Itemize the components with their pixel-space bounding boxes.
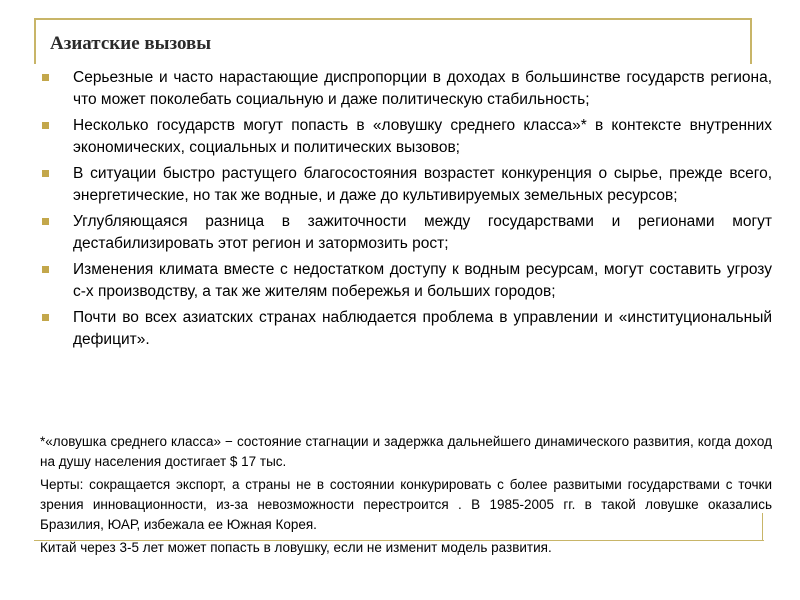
footnote-features: Черты: сокращается экспорт, а страны не в состоянии конкурировать с более развитыми государствами с точки зрения инновационности, из-за невозможности перестроится . В 1985-2005 гг. в такой ловушке оказались Бразилия, ЮАР, избежала ее Южная Корея. (40, 477, 772, 532)
bullet-item (40, 115, 772, 158)
square-bullet-icon (42, 122, 49, 129)
frame-left-rule (34, 18, 36, 64)
footnote-definition: *«ловушка среднего класса» − состояние стагнации и задержка дальнейшего динамического развития, когда доход на душу населения достигает $ 17 тыс. (40, 434, 772, 469)
square-bullet-icon (42, 74, 49, 81)
bullet-item (40, 211, 772, 254)
bullet-text: Серьезные и часто нарастающие диспропорции в доходах в большинстве государств региона, что может поколебать социальную и даже политическую стабильность; (73, 69, 772, 108)
square-bullet-icon (42, 170, 49, 177)
footnotes (40, 432, 772, 561)
bullet-text: Несколько государств могут попасть в «ловушку среднего класса»* в контексте внутренних экономических, социальных и политических вызовов; (73, 117, 772, 156)
bullet-list (40, 67, 772, 355)
bullet-item (40, 67, 772, 110)
frame-right-rule (750, 18, 752, 64)
bullet-text: Почти во всех азиатских странах наблюдается проблема в управлении и «институциональный дефицит». (73, 309, 772, 348)
frame-top-rule (34, 18, 752, 20)
bullet-item (40, 307, 772, 350)
slide-title: Азиатские вызовы (50, 33, 212, 54)
bullet-text: Изменения климата вместе с недостатком доступу к водным ресурсам, могут составить угрозу с-х производству, а так же жителям побережья и больших городов; (73, 261, 772, 300)
bullet-item (40, 259, 772, 302)
square-bullet-icon (42, 266, 49, 273)
square-bullet-icon (42, 218, 49, 225)
square-bullet-icon (42, 314, 49, 321)
bullet-text: В ситуации быстро растущего благосостояния возрастет конкуренция о сырье, прежде всего, энергетические, но так же водные, и даже до культивируемых земельных ресурсов; (73, 165, 772, 204)
bullet-text: Углубляющаяся разница в зажиточности между государствами и регионами могут дестабилизировать этот регион и затормозить рост; (73, 213, 772, 252)
footnote-china: Китай через 3-5 лет может попасть в ловушку, если не изменит модель развития. (40, 540, 552, 555)
bullet-item (40, 163, 772, 206)
